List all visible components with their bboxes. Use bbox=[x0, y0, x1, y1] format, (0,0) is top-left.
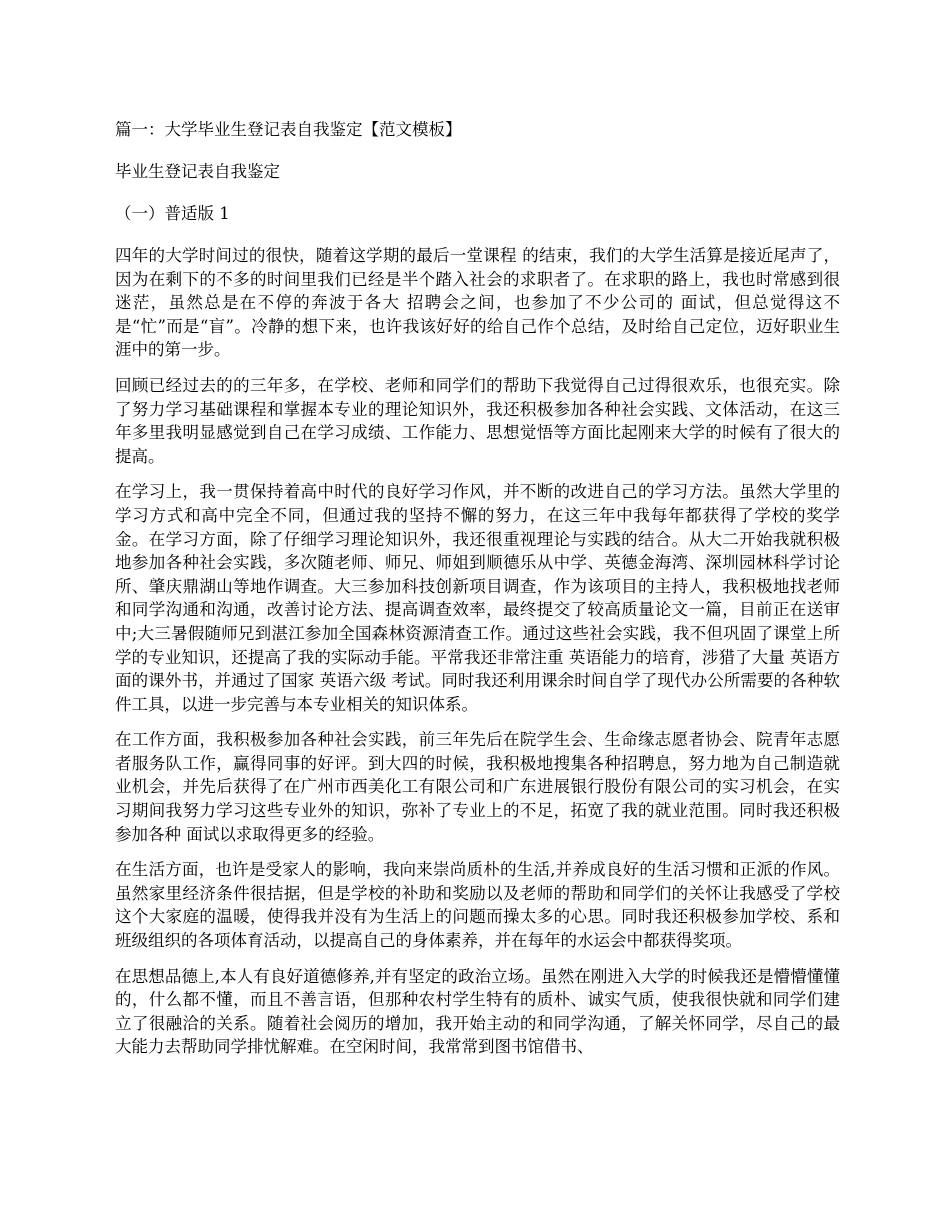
paragraph-morality: 在思想品德上,本人有良好道德修养,并有坚定的政治立场。虽然在刚进入大学的时候我还是懵懵懂懂的，什么都不懂，而且不善言语，但那种农村学生特有的质朴、诚实气质，使我很快就和同学们建立了很融洽的关系。随着社会阅历的增加，我开始主动的和同学沟通，了解关怀同学，尽自己的最大能力去帮助同学排忧解难。在空闲时间，我常常到图书馆借书、 bbox=[115, 966, 840, 1057]
document-body bbox=[115, 118, 840, 1071]
paragraph-life: 在生活方面，也许是受家人的影响，我向来崇尚质朴的生活,并养成良好的生活习惯和正派的作风。虽然家里经济条件很拮据，但是学校的补助和奖励以及老师的帮助和同学们的关怀让我感受了学校这个大家庭的温暖，使得我并没有为生活上的问题而操太多的心思。同时我还积极参加学校、系和班级组织的各项体育活动，以提高自己的身体素养，并在每年的水运会中都获得奖项。 bbox=[115, 860, 840, 951]
paragraph-intro: 四年的大学时间过的很快，随着这学期的最后一堂课程 的结束，我们的大学生活算是接近尾声了，因为在剩下的不多的时间里我们已经是半个踏入社会的求职者了。在求职的路上，我也时常感到很迷茫，虽然总是在不停的奔波于各大 招聘会之间，也参加了不少公司的 面试，但总觉得这不是“忙”而是“盲”。冷静的想下来，也许我该好好的给自己作个总结，及时给自己定位，迈好职业生涯中的第一步。 bbox=[115, 246, 840, 360]
paragraph-work: 在工作方面，我积极参加各种社会实践，前三年先后在院学生会、生命缘志愿者协会、院青年志愿者服务队工作，赢得同事的好评。到大四的时候，我积极地搜集各种招聘息，努力地为自己制造就业机会，并先后获得了在广州市西美化工有限公司和广东进展银行股份有限公司的实习机会，在实习期间我努力学习这些专业外的知识，弥补了专业上的不足，拓宽了我的就业范围。同时我还积极参加各种 面试以求取得更多的经验。 bbox=[115, 730, 840, 844]
document-title: 篇一：大学毕业生登记表自我鉴定【范文模板】 bbox=[115, 120, 462, 139]
paragraph-study: 在学习上，我一贯保持着高中时代的良好学习作风，并不断的改进自己的学习方法。虽然大学里的学习方式和高中完全不同，但通过我的坚持不懈的努力，在这三年中我每年都获得了学校的奖学金。在学习方面，除了仔细学习理论知识外，我还很重视理论与实践的结合。从大二开始我就积极地参加各种社会实践，多次随老师、师兄、师姐到顺德乐从中学、英德金海湾、深圳园林科学讨论所、肇庆鼎湖山等地作调查。大三参加科技创新项目调查，作为该项目的主持人，我积极地找老师和同学沟通和沟通，改善讨论方法、提高调查效率，最终提交了较高质量论文一篇，目前正在送审中;大三暑假随师兄到湛江参加全国森林资源清查工作。通过这些社会实践，我不但巩固了课堂上所学的专业知识，还提高了我的实际动手能。平常我还非常注重 英语能力的培育，涉猎了大量 英语方面的课外书，并通过了国家 英语六级 考试。同时我还利用课余时间自学了现代办公所需要的各种软件工具，以进一步完善与本专业相关的知识体系。 bbox=[115, 482, 840, 714]
paragraph-review: 回顾已经过去的的三年多，在学校、老师和同学们的帮助下我觉得自己过得很欢乐，也很充实。除了努力学习基础课程和掌握本专业的理论知识外，我还积极参加各种社会实践、文体活动，在这三年多里我明显感觉到自己在学习成绩、工作能力、思想觉悟等方面比起刚来大学的时候有了很大的提高。 bbox=[115, 375, 840, 466]
section-heading: （一）普适版 1 bbox=[115, 204, 230, 223]
document-subtitle: 毕业生登记表自我鉴定 bbox=[115, 162, 280, 181]
